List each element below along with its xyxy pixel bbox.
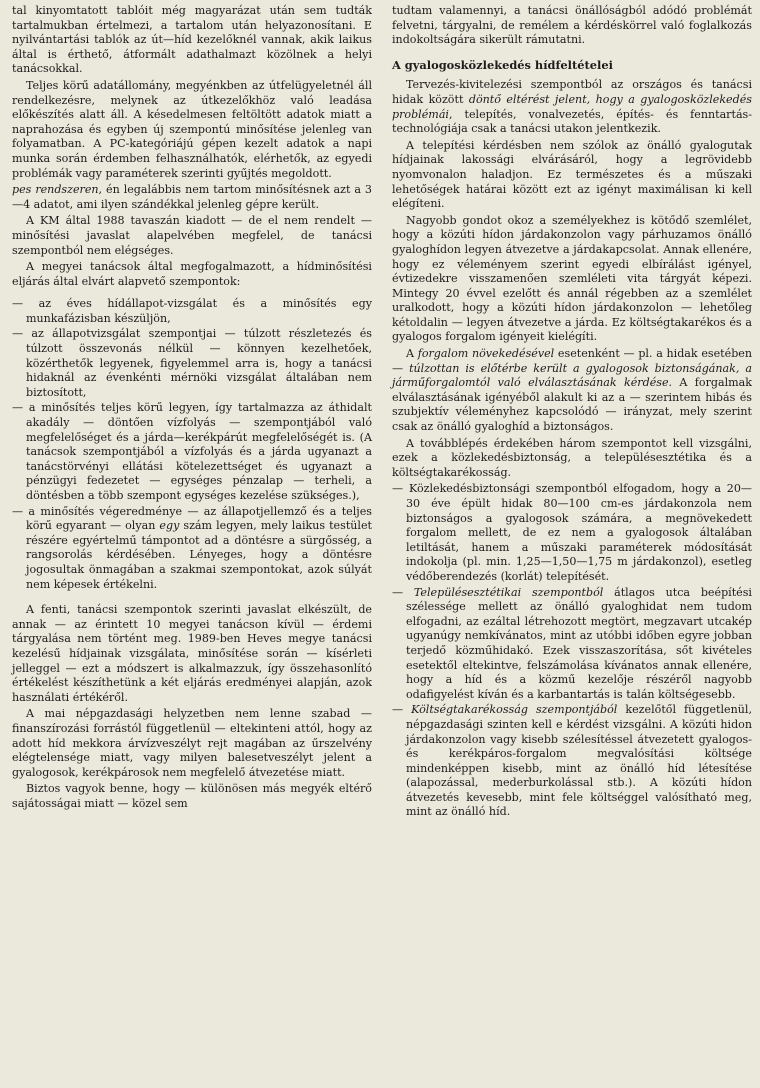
text: , én legalábbis nem tartom minősítésnek azt a 3—4 adatot, ami ilyen szándékkal jelenleg gépre került. (12, 183, 372, 211)
text: a minősítés végeredménye — az állapotjellemző és a teljes körű egyarant — olyan (26, 504, 372, 533)
italic-text: túlzottan is előtérbe került a gyalogosok biztonságának, a járműforgalomtól való elválasztásának kérdése. (392, 361, 752, 390)
paragraph: A fenti, tanácsi szempontok szerinti javaslat elkészült, de annak — az érintett 10 megyei tanácson kívül — érdemi tárgyalása nem történt meg. 1989-ben Heves megye tanácsi kezelésű hídjainak vizsgálata, minősítése során — kísérleti jelleggel — ezt a módszert is alkalmazzuk, így összehasonlító értékelést készíthetünk a két eljárás eredményei alapján, azok használati értékéről. (12, 603, 372, 704)
paragraph: Biztos vagyok benne, hogy — különösen más megyék eltérő sajátosságai miatt — közel sem (12, 782, 372, 810)
paragraph: A telepítési kérdésben nem szólok az önálló gyalogutak hídjainak lakossági elvárásáról, hogy a legrövidebb nyomvonalon haladjon. Ez természetes és a műszaki lehetőségek határai között ezt az igényt maximálisan ki kell elégíteni. (392, 138, 752, 211)
italic-text: pes rendszeren (12, 183, 99, 197)
section-heading: A gyalogosközlekedés hídfeltételei (392, 57, 613, 72)
italic-text: egy (159, 519, 180, 533)
bullet-item: — a minősítés teljes körű legyen, így tartalmazza az áthidalt akadály — döntően vízfolyás — szempontjából való megfelelőséget és a járda—kerékpárút megfelelőségét is. (A tanácsok szempontjából a vízfolyás és a járda ugyanazt a tanácstörvényi ellátási kötelezettséget és ugyanazt a pénzügyi fedezetet — egységes pénzalap — terheli, a döntésben a több szempont egységes kezelése szükséges.), (12, 401, 372, 503)
text: szám legyen, mely laikus testület részére egyértelmű támpontot ad a döntésre a sürgősség, a rangsorolás kérdésében. Lényeges, hogy a döntésre jogosultak önmagában a szakmai szempontokat, azok súlyát nem képesek értékelni. (26, 519, 372, 591)
bullet-item (392, 586, 752, 703)
paragraph: tal kinyomtatott tablóit még magyarázat után sem tudták tartalmukban értelmezi, a tartalom után helyazonosítani. E nyilvántartási tablók az út—híd kezelőknél vannak, akik laikus által is érthető, átformált adathalmazt közölnek a helyi tanácsokkal. (12, 4, 372, 76)
text: esetenként — pl. a hidak esetében — (392, 347, 753, 375)
paragraph: A megyei tanácsok által megfogalmazott, a hídminősítési eljárás által elvárt alapvető szempontok: (12, 260, 372, 288)
paragraph: A mai népgazdasági helyzetben nem lenne szabad — finanszírozási forrástól függetlenül — eltekinteni attól, hogy az adott híd mekkora árvízveszélyt rejt magában az űrszelvény elégtelensége miatt, vagy milyen balesetveszélyt jelent a gyalogosok, kerékpárosok nem megfelelő átvezetése miatt. (12, 707, 372, 779)
text: A (406, 347, 418, 361)
text: A forgalmak elválasztásának igényéből alakult ki az a — szerintem hibás és szubjektív véleményhez kapcsolódó — irányzat, mely szerint csak az önálló gyaloghíd a biztonságos. (392, 376, 752, 434)
italic-text: Költségtakarékosság szempontjából (411, 703, 618, 717)
text: Tervezés-kivitelezési szempontból az országos és tanácsi hidak között (392, 78, 752, 106)
paragraph (12, 183, 372, 212)
text: kezelőtől függetlenül, népgazdasági szinten kell e kérdést vizsgálni. A közúti hidon járdakonzolon vagy kisebb szélesítéssel átvezetett gyalogos- és kerékpáros-forgalom megvalósítási költsége mindenképpen kisebb, mint az önálló híd létesítése (alapozással, mederburkolással stb.). A közúti hídon átvezetés kevesebb, mint fele költséggel valósítható meg, mint az önálló híd. (406, 703, 752, 819)
paragraph (392, 78, 752, 136)
right-column (392, 4, 752, 1088)
paragraph (392, 347, 752, 435)
paragraph: Nagyobb gondot okoz a személyekhez is kötődő szemlélet, hogy a közúti hídon járdakonzolon vagy párhuzamos önálló gyaloghídon legyen átvezetve a járdakapcsolat. Annak ellenére, hogy ez véleményem szerint egyedi elbírálást igényel, évtizedekre visszamenően szemléleti vita tárgyát képezi. Mintegy 20 évvel ezelőtt és annál régebben az a szemlélet uralkodott, hogy a közúti hídon járdakonzolon — lehetőleg kétoldalin — legyen átvezetve a járda. Ez költségtakarékos és a gyalogos forgalom igényeit kielégíti. (392, 213, 752, 344)
bullet-item: — az állapotvizsgálat szempontjai — túlzott részletezés és túlzott összevonás nélkül — könnyen kezelhetőek, közérthetők legyenek, figyelemmel arra is, hogy a tanácsi hidaknál az évenkénti mérnöki vizsgálat általában nem biztosított, (12, 327, 372, 400)
italic-text: forgalom növekedésével (417, 347, 555, 361)
paragraph: A KM által 1988 tavaszán kiadott — de el nem rendelt — minősítési javaslat alapelvében megfelel, de tanácsi szempontból nem elégséges. (12, 214, 372, 257)
bullet-item: — Közlekedésbiztonsági szempontból elfogadom, hogy a 20—30 éve épült hidak 80—100 cm-es járdakonzola nem biztonságos a gyalogosok számára, a megnövekedett forgalom mellett, de ez nem a gyalogosok általában letiltását, hanem a műszaki paraméterek módosítását indokolja (pl. min. 1,25—1,50—1,75 m járdakonzol), esetleg védőberendezés (korlát) telepítését. (392, 482, 752, 584)
italic-text: Településesztétikai szempontból (413, 585, 604, 599)
paragraph: A továbblépés érdekében három szempontot kell vizsgálni, ezek a közlekedésbiztonság, a településesztétika és a költségtakarékosság. (392, 436, 752, 479)
text: , telepítés, vonalvezetés, építés- és fenntartás-technológiája csak a tanácsi utakon jelentkezik. (392, 107, 752, 136)
italic-text: döntő eltérést jelent, hogy a gyalogosközlekedés problémái (392, 92, 752, 121)
left-column (12, 4, 372, 1088)
text: átlagos utca beépítési szélessége mellett az önálló gyaloghidat nem tudom elfogadni, az ezáltal létrehozott megtört, megzavart utcakép ugyanúgy nemkívánatos, mint az utóbbi időben egyre jobban terjedő közműhidakó. Ezek visszaszorítása, sőt kivételes esetektől eltekintve, felszámolása kívánatos annak ellenére, hogy a híd és a közmű kezelője részéről nagyobb odafigyelést kíván és a karbantartás is talán költségesebb. (406, 585, 752, 701)
bullet-item: — az éves hídállapot-vizsgálat és a minősítés egy munkafázisban készüljön, (12, 297, 372, 326)
bullet-item (12, 505, 372, 593)
paragraph: Teljes körű adatállomány, megyénkben az útfelügyeletnél áll rendelkezésre, melynek az útkezelőkhöz való leadása előkészítés alatt áll. A késedelmesen feltöltött adatok miatt a naprahozása és egyben új szempontú minősítése jelenleg van folyamatban. A PC-kategóriájú gépen kezelt adatok a napi munka során érdemben felhasználhatók, elérhetők, az egyedi problémák vagy paraméterek szerinti gyűjtés megoldott. (12, 78, 372, 180)
paragraph: tudtam valamennyi, a tanácsi önállóságból adódó problémát felvetni, tárgyalni, de remélem a kérdéskörrel való foglalkozás indokoltságára sikerült rámutatni. (392, 4, 752, 47)
bullet-item (392, 703, 752, 820)
